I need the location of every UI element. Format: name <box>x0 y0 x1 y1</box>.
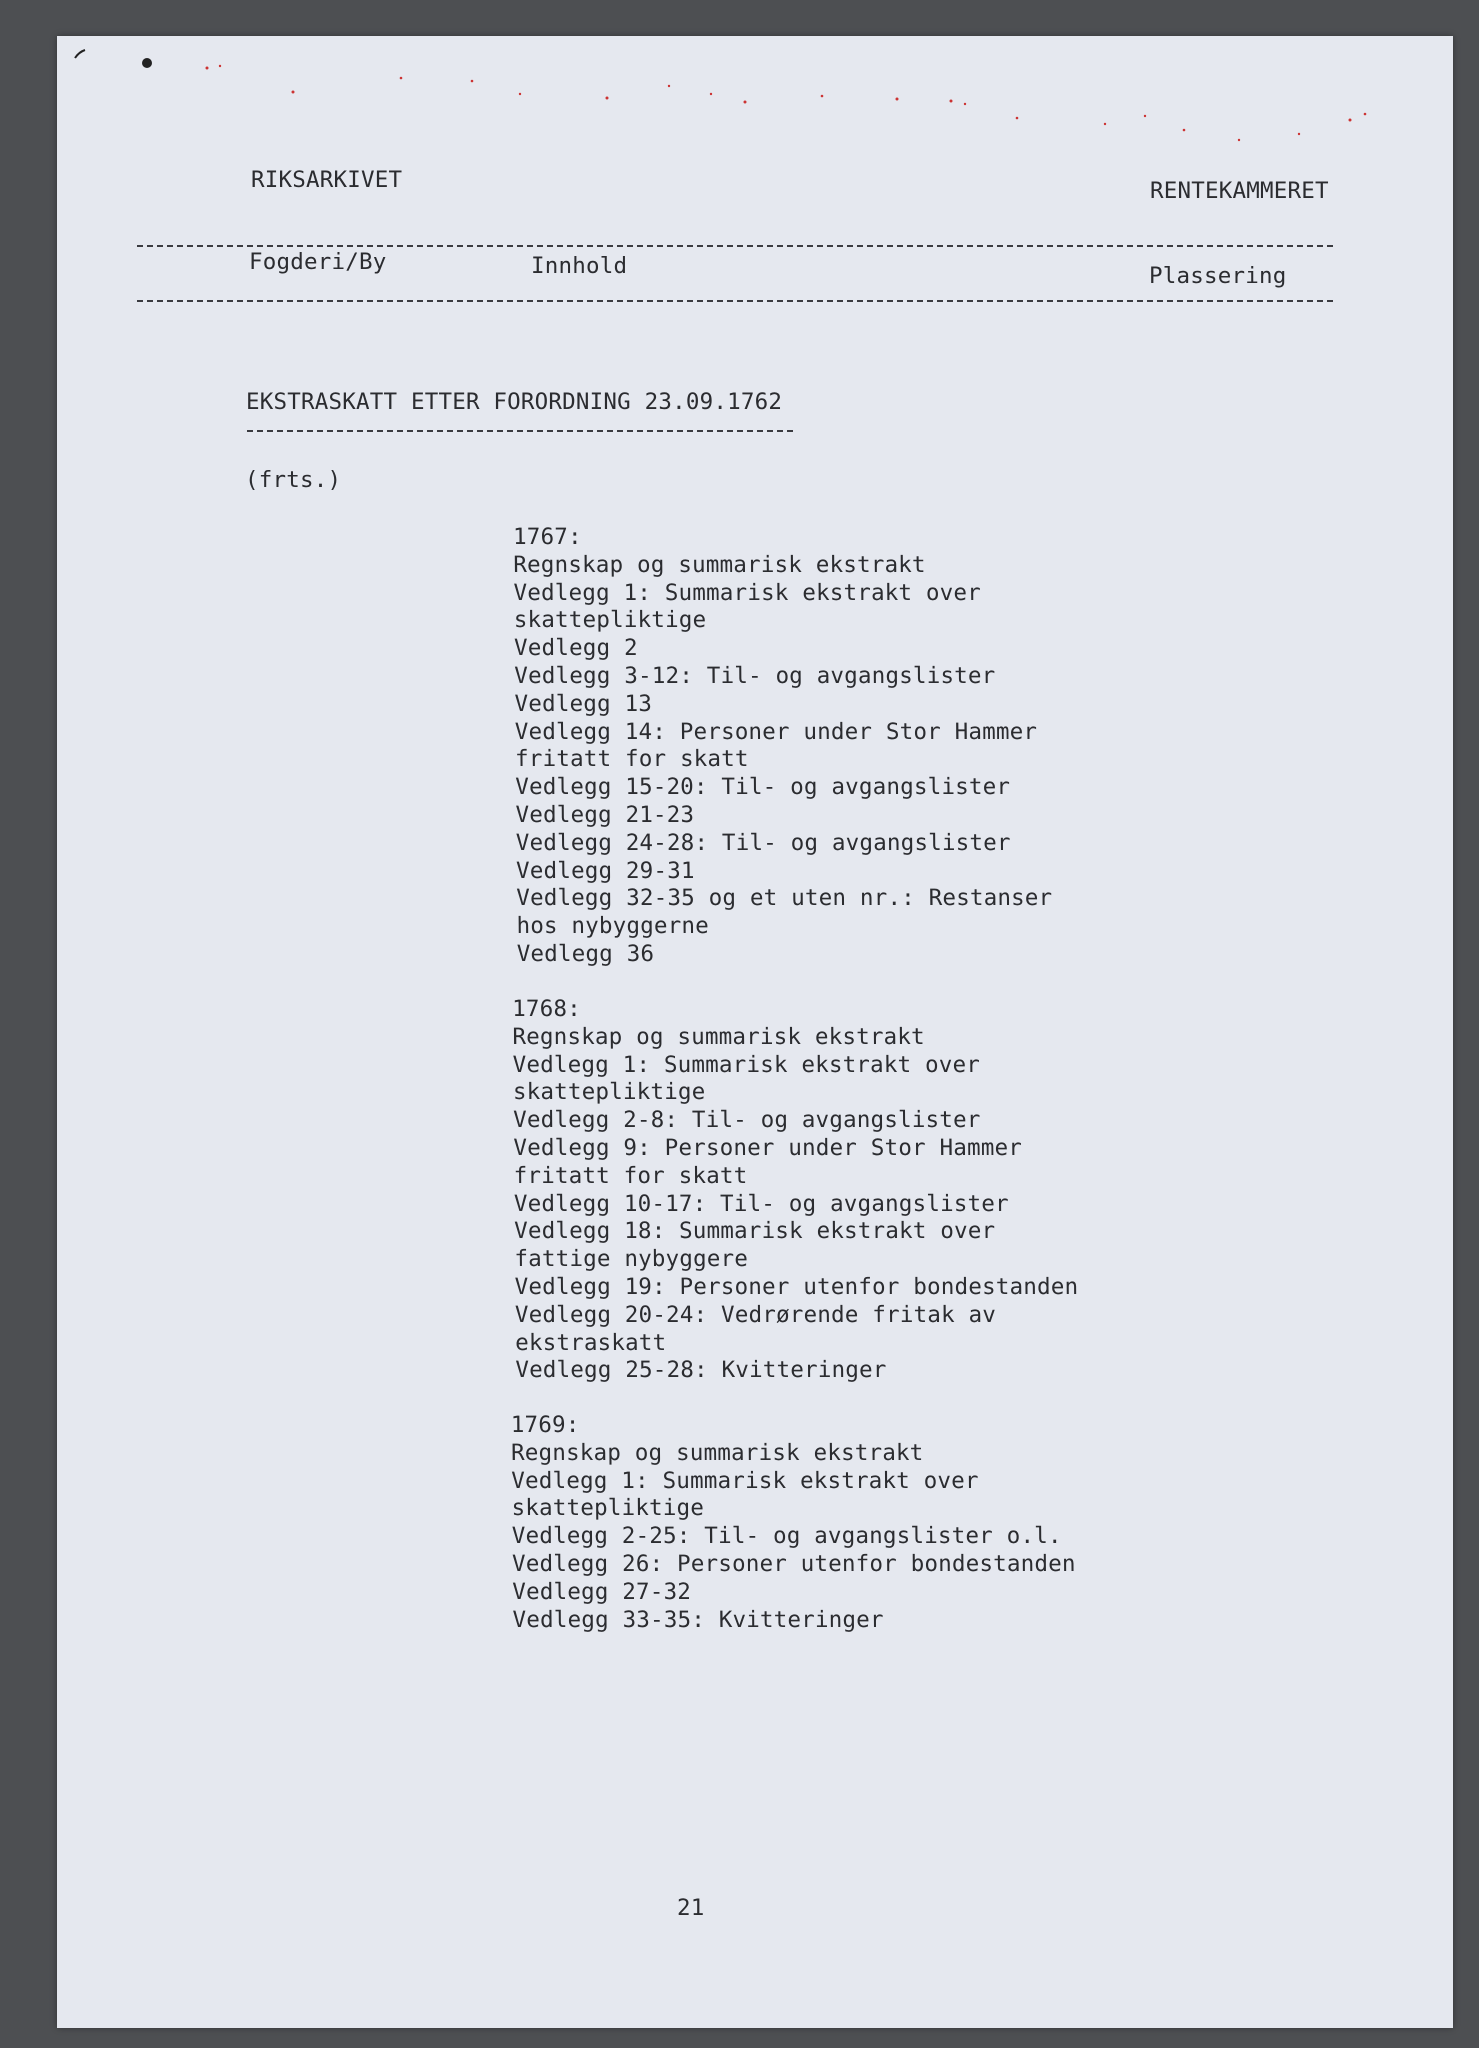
list-item: fattige nybyggere <box>514 1246 749 1273</box>
column-plassering: Plassering <box>1149 263 1287 289</box>
content-entries <box>510 524 1283 1704</box>
list-item: Vedlegg 20-24: Vedrørende fritak av <box>514 1301 997 1328</box>
list-item: Vedlegg 1: Summarisk ekstrakt over <box>513 579 982 606</box>
list-item: Vedlegg 15-20: Til- og avgangslister <box>515 774 1011 801</box>
list-item: Vedlegg 2-25: Til- og avgangslister o.l. <box>511 1523 1062 1550</box>
list-item: Regnskap og summarisk ekstrakt <box>510 1439 924 1466</box>
list-item: Vedlegg 1: Summarisk ekstrakt over <box>512 1051 981 1078</box>
list-item: Vedlegg 32-35 og et uten nr.: Restanser <box>516 885 1053 912</box>
list-item: Vedlegg 13 <box>514 690 653 717</box>
list-item: Regnskap og summarisk ekstrakt <box>513 551 926 578</box>
list-item: fritatt for skatt <box>513 1162 748 1189</box>
column-fogderi: Fogderi/By <box>249 249 387 275</box>
continued-label: (frts.) <box>245 467 342 493</box>
section-1768 <box>512 996 1079 1385</box>
list-item: Vedlegg 33-35: Kvitteringer <box>512 1606 884 1633</box>
list-item: Vedlegg 21-23 <box>515 801 695 828</box>
list-item: skattepliktige <box>511 1495 705 1522</box>
section-year: 1768: <box>512 996 582 1022</box>
paper-specks <box>57 36 1453 176</box>
list-item: Vedlegg 36 <box>516 940 655 967</box>
list-item: skattepliktige <box>513 607 707 634</box>
document-page <box>57 36 1453 2028</box>
list-item: Vedlegg 27-32 <box>512 1578 692 1605</box>
header-archive: RIKSARKIVET <box>251 167 403 193</box>
list-item: Vedlegg 2-8: Til- og avgangslister <box>513 1107 981 1134</box>
list-item: Vedlegg 26: Personer utenfor bondestanden <box>511 1550 1076 1577</box>
list-item: fritatt for skatt <box>514 746 749 773</box>
section-year: 1767: <box>513 524 582 550</box>
list-item: Vedlegg 29-31 <box>515 857 695 884</box>
list-item: Vedlegg 18: Summarisk ekstrakt over <box>514 1218 996 1245</box>
section-year: 1769: <box>510 1412 580 1438</box>
list-item: Vedlegg 1: Summarisk ekstrakt over <box>511 1467 979 1494</box>
list-item: hos nybyggerne <box>516 913 710 940</box>
list-item: ekstraskatt <box>515 1329 667 1356</box>
column-innhold: Innhold <box>531 253 628 279</box>
list-item: Vedlegg 14: Personer under Stor Hammer <box>514 718 1038 745</box>
list-item: Vedlegg 9: Personer under Stor Hammer <box>513 1134 1023 1161</box>
section-1767 <box>513 524 1053 969</box>
list-item: Regnskap og summarisk ekstrakt <box>512 1023 925 1050</box>
page-number: 21 <box>677 1895 705 1921</box>
list-item: Vedlegg 10-17: Til- og avgangslister <box>513 1190 1009 1217</box>
list-item: Vedlegg 25-28: Kvitteringer <box>515 1357 887 1384</box>
divider-bottom <box>137 300 1333 302</box>
header-department: RENTEKAMMERET <box>1150 178 1329 204</box>
divider-top <box>137 245 1333 247</box>
list-item: Vedlegg 24-28: Til- og avgangslister <box>515 829 1011 856</box>
list-item: Vedlegg 2 <box>513 635 638 662</box>
title-underline <box>247 430 793 432</box>
list-item: Vedlegg 3-12: Til- og avgangslister <box>514 662 996 689</box>
list-item: skattepliktige <box>512 1079 706 1106</box>
document-title: EKSTRASKATT ETTER FORORDNING 23.09.1762 <box>246 389 783 415</box>
list-item: Vedlegg 19: Personer utenfor bondestanden <box>514 1273 1079 1300</box>
section-1769 <box>511 1412 1077 1634</box>
